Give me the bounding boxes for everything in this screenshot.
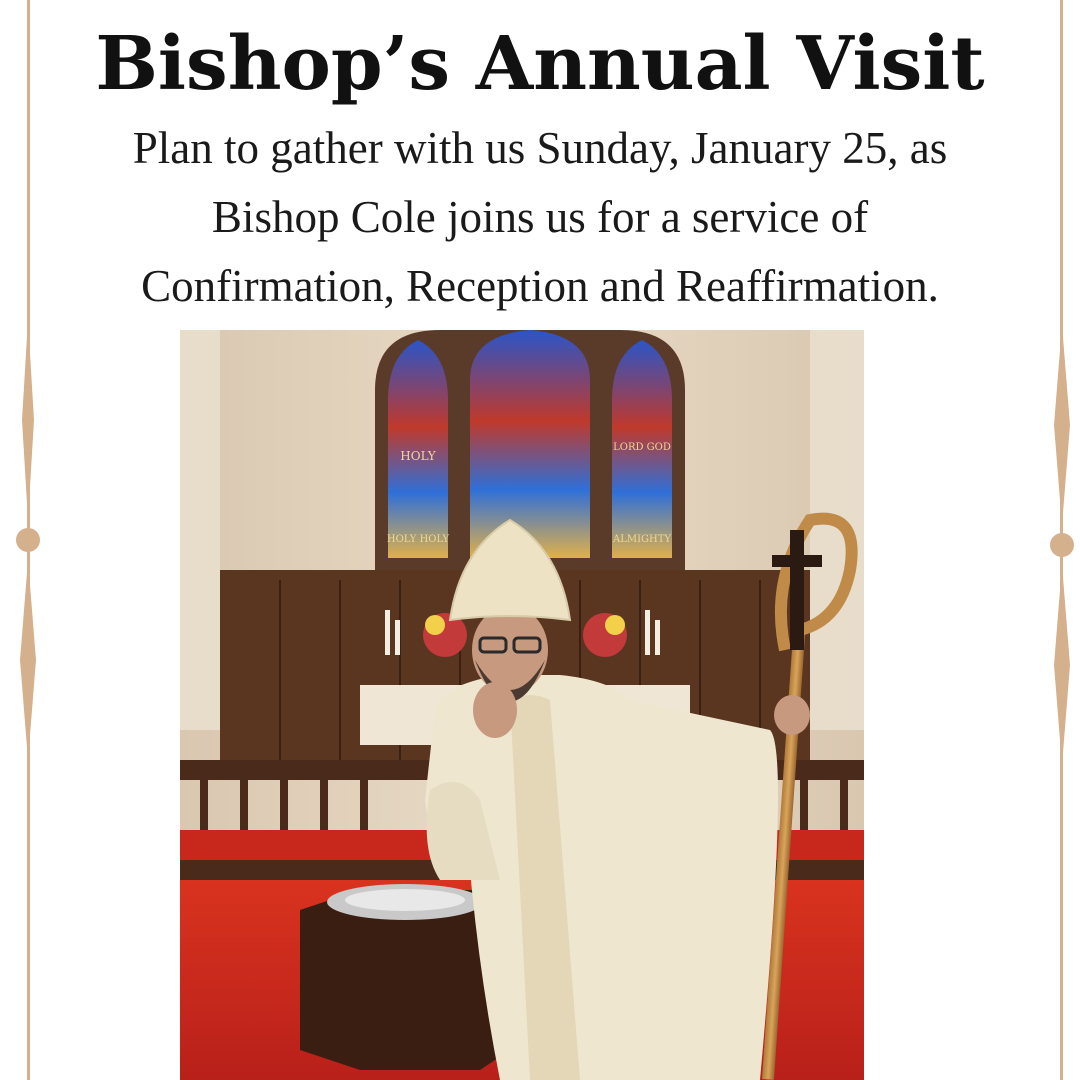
page-title: Bishop’s Annual Visit <box>95 21 985 107</box>
window-text-right-bottom: ALMIGHTY <box>612 534 672 545</box>
description-line-1: Plan to gather with us Sunday, January 25, as <box>132 123 948 173</box>
window-text-left-top: HOLY <box>400 449 436 463</box>
event-description <box>50 114 1030 321</box>
right-ornament-icon <box>1032 0 1080 1080</box>
description-line-3: Confirmation, Reception and Reaffirmation. <box>141 261 939 311</box>
window-text-right-top: LORD GOD <box>613 442 671 453</box>
bishop-photo <box>180 330 864 1080</box>
window-text-left-bottom: HOLY HOLY <box>386 534 450 545</box>
description-line-2: Bishop Cole joins us for a service of <box>211 192 869 242</box>
